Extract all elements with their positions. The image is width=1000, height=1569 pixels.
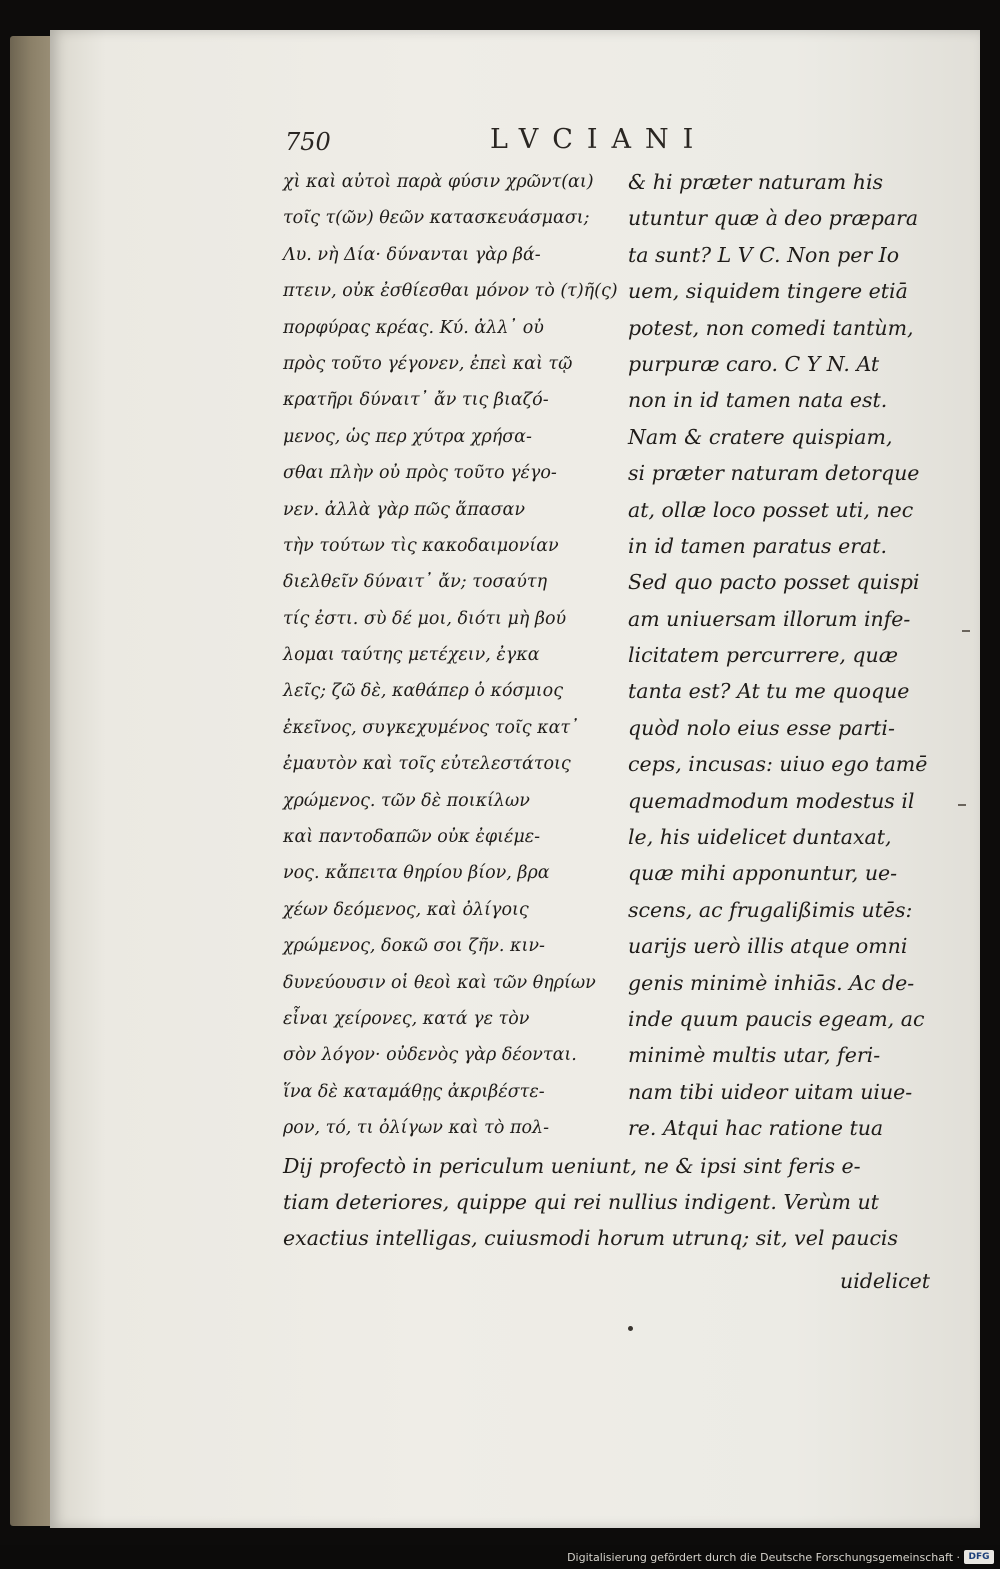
latin-line: si præter naturam detorque (628, 461, 920, 486)
greek-column (283, 164, 618, 1147)
greek-line: Λυ. νὴ Δία· δύνανται γὰρ βά- (283, 244, 541, 265)
greek-line: ἵνα δὲ καταμάθῃς ἀκριβέστε- (283, 1081, 545, 1102)
latin-line: ceps, incusas: uiuo ego tamē (628, 752, 928, 777)
latin-line: uarijs uerò illis atque omni (628, 934, 908, 959)
full-width-line: Dij profectò in periculum ueniunt, ne & ipsi sint feris e- (283, 1154, 861, 1178)
greek-line: πορφύρας κρέας. Κύ. ἀλλ᾽ οὐ (283, 317, 544, 338)
latin-line: quòd nolo eius esse parti- (628, 715, 895, 740)
latin-line: Nam & cratere quispiam, (628, 424, 893, 449)
latin-line: ta sunt? L V C. Non per Io (628, 242, 900, 267)
latin-line: purpuræ caro. C Y N. At (628, 351, 880, 376)
greek-line: ἐμαυτὸν καὶ τοῖς εὐτελεστάτοις (283, 754, 571, 775)
margin-mark (962, 630, 970, 632)
greek-line: χρώμενος. τῶν δὲ ποικίλων (283, 790, 530, 811)
greek-line: χέων δεόμενος, καὶ ὀλίγοις (283, 899, 529, 920)
greek-line: χὶ καὶ αὐτοὶ παρὰ φύσιν χρῶντ(αι) (283, 172, 594, 192)
greek-line: καὶ παντοδαπῶν οὐκ ἐφιέμε- (283, 827, 541, 848)
greek-line: σθαι πλὴν οὐ πρὸς τοῦτο γέγο- (283, 463, 557, 484)
full-width-text (283, 1148, 933, 1257)
greek-line: νος. κἄπειτα θηρίου βίον, βρα (283, 863, 550, 884)
latin-line: licitatem percurrere, quæ (628, 643, 898, 668)
latin-line: in id tamen paratus erat. (628, 533, 887, 558)
greek-line: δυνεύουσιν οἱ θεοὶ καὶ τῶν θηρίων (283, 972, 596, 993)
greek-line: ἐκεῖνος, συγκεχυμένος τοῖς κατ᾽ (283, 717, 579, 738)
latin-line: genis minimè inhiās. Ac de- (628, 970, 915, 995)
greek-line: εἶναι χείρονες, κατά γε τὸν (283, 1008, 530, 1029)
greek-line: πρὸς τοῦτο γέγονεν, ἐπεὶ καὶ τῷ (283, 353, 573, 374)
greek-line: τίς ἐστι. σὺ δέ μοι, διότι μὴ βού (283, 608, 567, 629)
latin-line: nam tibi uideor uitam uiue- (628, 1079, 913, 1104)
greek-line: ρον, τό, τι ὀλίγων καὶ τὸ πολ- (283, 1118, 549, 1139)
greek-line: τὴν τούτων τὶς κακοδαιμονίαν (283, 535, 559, 556)
latin-line: re. Atqui hac ratione tua (628, 1116, 884, 1141)
latin-line: uem, siquidem tingere etiā (628, 279, 908, 304)
greek-line: διελθεῖν δύναιτ᾽ ἄν; τοσαύτη (283, 572, 548, 593)
latin-line: inde quum paucis egeam, ac (628, 1006, 925, 1031)
greek-line: χρώμενος, δοκῶ σοι ζῆν. κιν- (283, 936, 545, 957)
latin-line: tanta est? At tu me quoque (628, 679, 910, 704)
greek-line: λομαι ταύτης μετέχειν, ἐγκα (283, 645, 540, 666)
latin-line: minimè multis utar, feri- (628, 1043, 881, 1068)
page-number: 750 (285, 128, 331, 156)
running-head: LVCIANI (490, 124, 708, 155)
latin-line: quemadmodum modestus il (628, 788, 915, 813)
latin-line: non in id tamen nata est. (628, 388, 888, 413)
greek-line: λεῖς; ζῶ δὲ, καθάπερ ὁ κόσμιος (283, 681, 563, 702)
greek-line: μενος, ὡς περ χύτρα χρήσα- (283, 426, 532, 447)
latin-line: scens, ac frugalißimis utēs: (628, 897, 913, 922)
latin-column (628, 164, 938, 1147)
greek-line: τοῖς τ(ῶν) θεῶν κατασκευάσμασι; (283, 208, 590, 229)
greek-line: πτειν, οὐκ ἐσθίεσθαι μόνον τὸ (τ)ῆ(ς) (283, 281, 618, 302)
latin-line: at, ollæ loco posset uti, nec (628, 497, 914, 522)
latin-line: Sed quo pacto posset quispi (628, 570, 920, 595)
latin-line: utuntur quæ à deo præpara (628, 206, 919, 231)
greek-line: σὸν λόγον· οὐδενὸς γὰρ δέονται. (283, 1045, 577, 1066)
full-width-line: exactius intelligas, cuiusmodi horum utrunq; sit, vel paucis (283, 1226, 898, 1251)
latin-line: potest, non comedi tantùm, (628, 315, 914, 340)
full-width-line: tiam deteriores, quippe qui rei nullius indigent. Verùm ut (283, 1190, 879, 1215)
latin-line: le, his uidelicet duntaxat, (628, 825, 892, 850)
catchword: uidelicet (840, 1269, 930, 1293)
ink-speck (628, 1326, 633, 1331)
latin-line: & hi præter naturam his (628, 170, 884, 194)
greek-line: νεν. ἀλλὰ γὰρ πῶς ἅπασαν (283, 499, 525, 520)
dfg-logo: DFG (964, 1550, 994, 1564)
digitization-credit: Digitalisierung gefördert durch die Deutsche Forschungsgemeinschaft · (567, 1551, 960, 1564)
greek-line: κρατῆρι δύναιτ᾽ ἄν τις βιαζό- (283, 390, 549, 411)
latin-line: quæ mihi apponuntur, ue- (628, 861, 898, 886)
latin-line: am uniuersam illorum infe- (628, 606, 911, 631)
margin-mark (958, 804, 966, 806)
